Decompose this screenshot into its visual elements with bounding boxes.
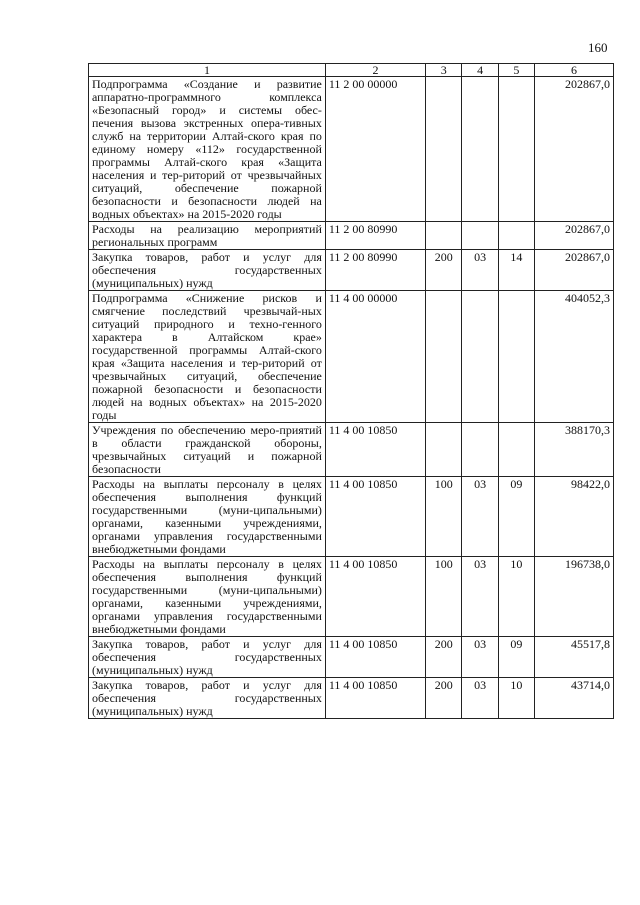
row-name: Расходы на выплаты персоналу в целях обеспечения выполнения функций государственными (муни-ципальными) органами, казенными учреждениями, органами управления государственными внебюджетными фондами — [89, 557, 326, 637]
row-expense-type — [426, 423, 462, 477]
row-section — [462, 423, 498, 477]
column-header-3: 3 — [426, 64, 462, 77]
row-section: 03 — [462, 637, 498, 678]
row-expense-type — [426, 222, 462, 250]
row-subsection: 10 — [498, 557, 534, 637]
row-name: Подпрограмма «Создание и развитие аппаратно-программного комплекса «Безопасный город» и системы обес-печения вызова экстренных опера-тивных служб на территории Алтай-ского края по единому номеру «112» государственной программы Алтай-ского края «Защита населения и тер-риторий от чрезвычайных ситуаций, обеспечение пожарной безопасности и безопасности людей на водных объектах» на 2015-2020 годы — [89, 77, 326, 222]
table-row — [89, 77, 614, 222]
row-code: 11 4 00 10850 — [325, 557, 425, 637]
row-section — [462, 77, 498, 222]
row-subsection — [498, 222, 534, 250]
row-code: 11 2 00 80990 — [325, 250, 425, 291]
row-expense-type: 100 — [426, 477, 462, 557]
column-header-5: 5 — [498, 64, 534, 77]
table-row — [89, 250, 614, 291]
table-row — [89, 557, 614, 637]
table-row — [89, 477, 614, 557]
row-amount: 98422,0 — [534, 477, 613, 557]
row-subsection — [498, 423, 534, 477]
row-subsection: 10 — [498, 678, 534, 719]
row-code: 11 4 00 10850 — [325, 423, 425, 477]
row-expense-type: 200 — [426, 637, 462, 678]
row-amount: 388170,3 — [534, 423, 613, 477]
row-amount: 202867,0 — [534, 77, 613, 222]
row-expense-type — [426, 291, 462, 423]
row-section: 03 — [462, 250, 498, 291]
row-section — [462, 291, 498, 423]
column-header-6: 6 — [534, 64, 613, 77]
page-number: 160 — [588, 40, 608, 55]
row-amount: 196738,0 — [534, 557, 613, 637]
row-name: Закупка товаров, работ и услуг для обеспечения государственных (муниципальных) нужд — [89, 250, 326, 291]
row-name: Закупка товаров, работ и услуг для обеспечения государственных (муниципальных) нужд — [89, 678, 326, 719]
table-row — [89, 222, 614, 250]
row-code: 11 4 00 10850 — [325, 637, 425, 678]
row-section: 03 — [462, 477, 498, 557]
row-name: Учреждения по обеспечению меро-приятий в области гражданской обороны, чрезвычайных ситуаций и пожарной безопасности — [89, 423, 326, 477]
row-code: 11 2 00 80990 — [325, 222, 425, 250]
row-subsection: 09 — [498, 637, 534, 678]
row-code: 11 4 00 00000 — [325, 291, 425, 423]
row-subsection — [498, 77, 534, 222]
table-row — [89, 678, 614, 719]
table-row — [89, 291, 614, 423]
row-name: Расходы на выплаты персоналу в целях обеспечения выполнения функций государственными (муни-ципальными) органами, казенными учреждениями, органами управления государственными внебюджетными фондами — [89, 477, 326, 557]
row-amount: 202867,0 — [534, 250, 613, 291]
header-row — [89, 64, 614, 77]
row-section: 03 — [462, 557, 498, 637]
row-code: 11 4 00 10850 — [325, 678, 425, 719]
column-header-2: 2 — [325, 64, 425, 77]
row-subsection — [498, 291, 534, 423]
budget-table — [88, 63, 614, 719]
row-name: Расходы на реализацию мероприятий региональных программ — [89, 222, 326, 250]
row-code: 11 4 00 10850 — [325, 477, 425, 557]
row-name: Подпрограмма «Снижение рисков и смягчение последствий чрезвычай-ных ситуаций природного и техно-генного характера в Алтайском крае» государственной программы Алтай-ского края «Защита населения и тер-риторий от чрезвычайных ситуаций, обеспечение пожарной безопасности и безопасности людей на водных объектах» на 2015-2020 годы — [89, 291, 326, 423]
table-row — [89, 423, 614, 477]
row-section: 03 — [462, 678, 498, 719]
row-expense-type: 200 — [426, 250, 462, 291]
row-subsection: 14 — [498, 250, 534, 291]
row-code: 11 2 00 00000 — [325, 77, 425, 222]
row-expense-type: 200 — [426, 678, 462, 719]
row-subsection: 09 — [498, 477, 534, 557]
row-expense-type — [426, 77, 462, 222]
column-header-1: 1 — [89, 64, 326, 77]
row-name: Закупка товаров, работ и услуг для обеспечения государственных (муниципальных) нужд — [89, 637, 326, 678]
table-row — [89, 637, 614, 678]
column-header-4: 4 — [462, 64, 498, 77]
row-amount: 404052,3 — [534, 291, 613, 423]
row-amount: 43714,0 — [534, 678, 613, 719]
row-expense-type: 100 — [426, 557, 462, 637]
row-section — [462, 222, 498, 250]
row-amount: 45517,8 — [534, 637, 613, 678]
row-amount: 202867,0 — [534, 222, 613, 250]
